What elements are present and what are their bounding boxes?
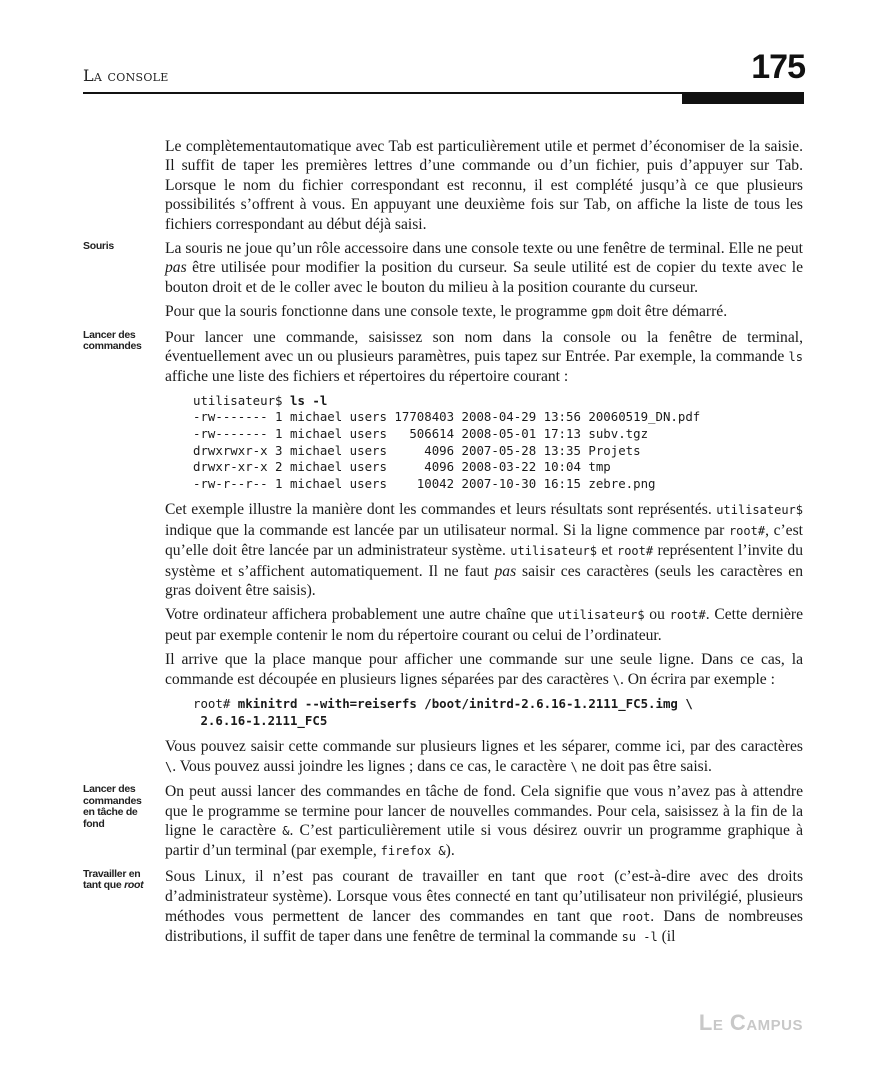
emphasis-text: pas	[494, 562, 517, 580]
inline-code: &	[282, 823, 290, 838]
paragraph-text: saisir ces caractères (seuls les caractères en gras doivent être saisis).	[165, 562, 803, 600]
inline-code: root	[621, 909, 651, 924]
code-prompt: root#	[193, 696, 238, 712]
paragraph-text: indique que la commande est lancée par un utilisateur normal. Si la ligne commence par	[165, 521, 729, 539]
code-prompt: utilisateur$	[193, 392, 290, 408]
paragraph-tab-completion	[165, 137, 803, 234]
paragraph-text: être utilisée pour modifier la position du curseur. Sa seule utilité est de copier du texte avec le bouton droit et de le coller avec le bouton du milieu à la position courante du curseur.	[165, 259, 803, 296]
code-line	[193, 696, 803, 713]
paragraph-text: et	[597, 542, 617, 560]
margin-note-tache-de-fond: Lancer des commandes en tâche de fond	[83, 783, 142, 830]
paragraph-souris	[83, 239, 803, 297]
paragraph-background	[83, 782, 803, 862]
paragraph-prompt-explanation	[165, 500, 803, 600]
margin-note-emphasis: root	[124, 879, 144, 892]
paragraph-text: doit être démarré.	[612, 303, 728, 321]
paragraph-text: , c’est qu’elle doit être lancée par un administrateur système.	[165, 521, 803, 560]
publisher-logo: Le Campus	[698, 1010, 803, 1035]
code-line	[193, 393, 803, 410]
paragraph-text: ou	[644, 606, 670, 624]
code-line: -rw------- 1 michael users 506614 2008-05-01 17:13 subv.tgz	[193, 426, 649, 442]
paragraph-text: ).	[445, 842, 455, 860]
paragraph-text: . On écrira par exemple :	[619, 670, 775, 688]
code-block-ls	[193, 393, 803, 493]
code-line	[193, 713, 803, 730]
paragraph-text: Pour que la souris fonctionne dans une console texte, le programme	[165, 303, 592, 321]
inline-code: root	[576, 869, 606, 884]
inline-code: utilisateur$	[716, 503, 803, 518]
paragraph-root	[83, 867, 804, 948]
inline-code: root#	[669, 608, 706, 623]
paragraph-text: Le complètementautomatique avec Tab est particulièrement utile et permet d’économiser de la saisie. Il suffit de taper les premières lettres d’une commande ou d’un fichier, puis d’appuyer sur Tab. Lorsque le nom du fichier correspondant est reconnu, il est complété jusqu’à ce que plusieurs possibilités s’offrent à vous. En appuyant une deuxième fois sur Tab, on affiche la liste de tous les fichiers correspondant au début déjà saisi.	[165, 138, 803, 233]
margin-note-souris: Souris	[83, 240, 114, 253]
paragraph-join-lines	[165, 737, 803, 777]
paragraph-other-prompt	[165, 605, 803, 645]
paragraph-text: (il	[657, 927, 676, 945]
paragraph-text: Il arrive que la place manque pour afficher une commande sur une seule ligne. Dans ce cas, la commande est découpée en plusieurs lignes séparées par des caractères	[165, 651, 803, 688]
paragraph-text: Sous Linux, il n’est pas courant de travailler en tant que	[165, 867, 577, 885]
inline-code: utilisateur$	[510, 544, 597, 559]
paragraph-text: (c’est-à-dire avec des droits d’administrateur système). Lorsque vous êtes connecté en tant qu’utilisateur non privilégié, plusieurs méthodes vous permettent de lancer des commandes en tant que	[165, 867, 804, 925]
code-continuation: 2.6.16-1.2111_FC5	[193, 712, 328, 728]
margin-note-root	[83, 869, 153, 892]
inline-code: gpm	[591, 305, 613, 320]
inline-code: root#	[728, 523, 766, 538]
inline-code: \	[165, 759, 173, 774]
paragraph-text: . Vous pouvez aussi joindre les lignes ; dans ce cas, le caractère	[172, 757, 571, 775]
margin-note-text: Travailler en tant que	[83, 867, 141, 892]
inline-code: \	[570, 759, 578, 774]
header-bar	[682, 94, 804, 104]
paragraph-line-split	[165, 650, 803, 690]
paragraph-text: . Cette dernière peut par exemple contenir le nom du répertoire courant ou celui de l’ordinateur.	[165, 606, 803, 644]
code-line: -rw------- 1 michael users 17708403 2008-04-29 13:56 20060519_DN.pdf	[193, 409, 701, 425]
inline-code: root#	[616, 544, 654, 559]
paragraph-text: . C’est particulièrement utile si vous désirez ouvrir un programme graphique à partir d’un terminal (par exemple,	[165, 821, 803, 860]
inline-code: utilisateur$	[557, 608, 645, 623]
inline-code: su -l	[621, 929, 658, 944]
paragraph-text: Votre ordinateur affichera probablement une autre chaîne que	[165, 606, 558, 624]
emphasis-text: pas	[165, 259, 187, 277]
inline-code: ls	[788, 350, 803, 365]
paragraph-text: affiche une liste des fichiers et répertoires du répertoire courant :	[165, 368, 569, 386]
code-command: ls -l	[289, 392, 328, 408]
paragraph-text: . Dans de nombreuses distributions, il suffit de taper dans une fenêtre de terminal la commande	[165, 907, 803, 945]
code-line: -rw-r--r-- 1 michael users 10042 2007-10-30 16:15 zebre.png	[193, 475, 656, 491]
paragraph-lancer-commande	[83, 328, 803, 387]
running-head: La console	[83, 66, 169, 85]
paragraph-text: Pour lancer une commande, saisissez son nom dans la console ou la fenêtre de terminal, éventuellement avec un ou plusieurs paramètres, puis tapez sur Entrée. Par exemple, la commande	[165, 328, 803, 366]
code-line: drwxrwxr-x 3 michael users 4096 2007-05-28 13:35 Projets	[193, 442, 641, 458]
paragraph-text: Vous pouvez saisir cette commande sur plusieurs lignes et les séparer, comme ici, par des caractères	[165, 738, 803, 756]
code-command: mkinitrd --with=reiserfs /boot/initrd-2.6.16-1.2111_FC5.img \	[237, 696, 693, 712]
page-number: 175	[751, 48, 805, 86]
inline-code: \	[612, 672, 620, 687]
paragraph-text: La souris ne joue qu’un rôle accessoire dans une console texte ou une fenêtre de terminal. Elle ne peut	[165, 240, 803, 258]
body-text	[83, 137, 804, 952]
paragraph-text: ne doit pas être saisi.	[577, 757, 712, 775]
paragraph-text: représentent l’invite du système et s’affichent automatiquement. Il ne faut	[165, 542, 803, 580]
inline-code: firefox &	[380, 844, 446, 859]
margin-note-lancer-commandes: Lancer des commandes	[83, 328, 142, 353]
paragraph-text: On peut aussi lancer des commandes en tâche de fond. Cela signifie que vous n’avez pas à attendre que le programme se termine pour lancer de nouvelles commandes. Pour cela, saisissez à la fin de la ligne le caractère	[165, 783, 803, 839]
paragraph-text: Cet exemple illustre la manière dont les commandes et leurs résultats sont représentés.	[165, 501, 717, 519]
code-line: drwxr-xr-x 2 michael users 4096 2008-03-22 10:04 tmp	[193, 459, 611, 475]
paragraph-gpm	[165, 302, 803, 322]
code-block-mkinitrd	[193, 696, 803, 729]
